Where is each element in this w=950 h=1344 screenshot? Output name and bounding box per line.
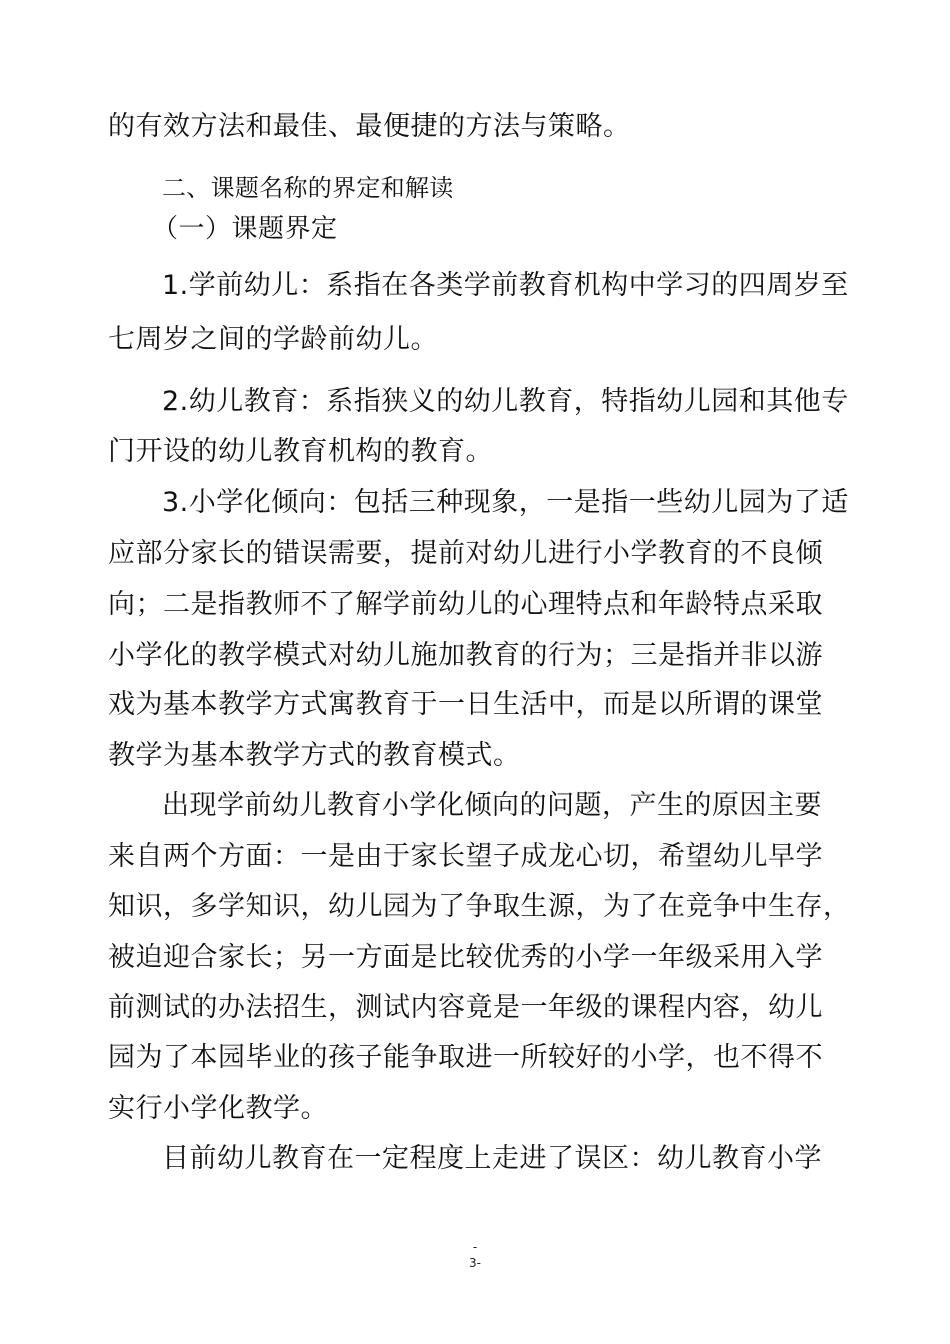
text-line: 1.学前幼儿：系指在各类学前教育机构中学习的四周岁至 [162, 270, 849, 301]
text-line: 教学为基本教学方式的教育模式。 [108, 740, 521, 771]
text-line: 向；二是指教师不了解学前幼儿的心理特点和年龄特点采取 [108, 589, 823, 620]
text-line: 小学化的教学模式对幼儿施加教育的行为；三是指并非以游 [108, 640, 823, 671]
text-line: 被迫迎合家长；另一方面是比较优秀的小学一年级采用入学 [108, 942, 823, 973]
text-line: 来自两个方面：一是由于家长望子成龙心切，希望幼儿早学 [108, 841, 823, 872]
text-line: 园为了本园毕业的孩子能争取进一所较好的小学，也不得不 [108, 1042, 823, 1073]
text-line: 实行小学化教学。 [108, 1093, 328, 1124]
text-line: 知识，多学知识，幼儿园为了争取生源，为了在竞争中生存， [108, 891, 851, 922]
text-line: 的有效方法和最佳、最便捷的方法与策略。 [108, 111, 631, 142]
text-line: 门开设的幼儿教育机构的教育。 [108, 436, 493, 467]
page-number: 3- [469, 1256, 481, 1270]
page-number-dash: - [472, 1240, 478, 1254]
text-line: 3.小学化倾向：包括三种现象，一是指一些幼儿园为了适 [162, 487, 849, 518]
text-line: 2.幼儿教育：系指狭义的幼儿教育，特指幼儿园和其他专 [162, 386, 849, 417]
text-line: 应部分家长的错误需要，提前对幼儿进行小学教育的不良倾 [108, 538, 823, 569]
text-line: 目前幼儿教育在一定程度上走进了误区：幼儿教育小学 [162, 1143, 822, 1174]
text-line: 七周岁之间的学龄前幼儿。 [108, 324, 438, 355]
section-heading: 二、课题名称的界定和解读 [162, 174, 454, 202]
subsection-heading: （一）课题界定 [152, 214, 338, 244]
text-line: 戏为基本教学方式寓教育于一日生活中，而是以所谓的课堂 [108, 689, 823, 720]
text-line: 出现学前幼儿教育小学化倾向的问题，产生的原因主要 [162, 790, 822, 821]
text-line: 前测试的办法招生，测试内容竟是一年级的课程内容，幼儿 [108, 992, 823, 1023]
